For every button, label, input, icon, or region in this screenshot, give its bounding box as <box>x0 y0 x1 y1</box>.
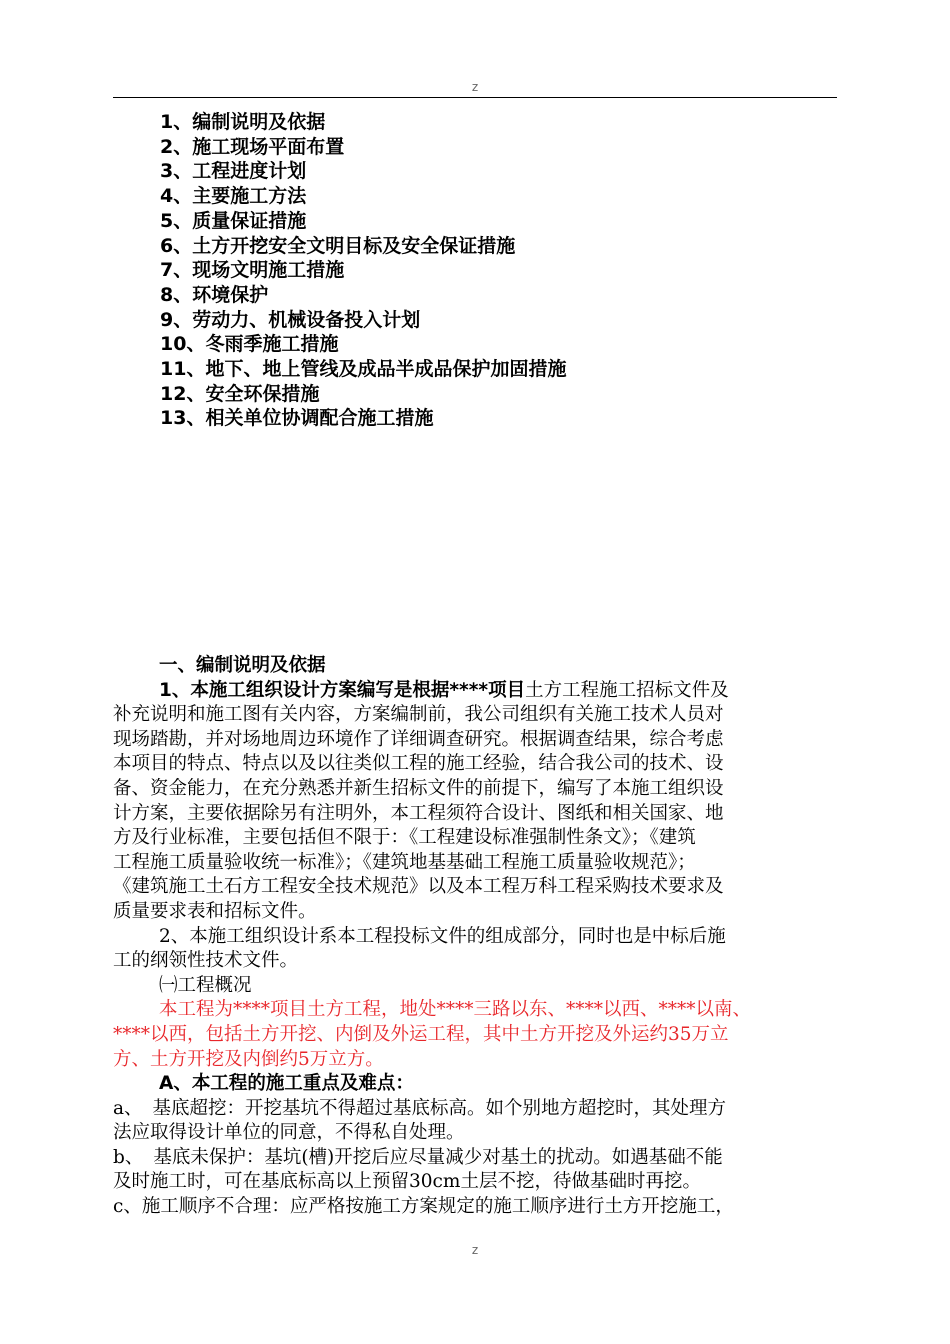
toc-item: 5、质量保证措施 <box>160 209 307 232</box>
overview-line: 本工程为****项目土方工程，地处****三路以东、****以西、****以南、 <box>159 999 752 1021</box>
toc-item: 10、冬雨季施工措施 <box>160 333 339 356</box>
paragraph-line: 计方案，主要依据除另有注明外，本工程须符合设计、图纸和相关国家、地 <box>113 802 724 824</box>
page-footer-mark: z <box>471 1243 479 1257</box>
section-heading: 一、编制说明及依据 <box>159 655 326 676</box>
paragraph-line: 质量要求表和招标文件。 <box>113 900 317 922</box>
toc-item: 12、安全环保措施 <box>160 382 320 405</box>
paragraph-line: 工程施工质量验收统一标准》；《建筑地基基础工程施工质量验收规范》； <box>113 851 696 873</box>
paragraph-line: 本项目的特点、特点以及以往类似工程的施工经验，结合我公司的技术、设 <box>113 753 724 775</box>
toc-item: 11、地下、地上管线及成品半成品保护加固措施 <box>160 358 567 381</box>
toc-item: 4、主要施工方法 <box>160 185 307 208</box>
page-header-mark: z <box>471 80 479 94</box>
section-body <box>113 654 839 1220</box>
table-of-contents <box>160 110 566 431</box>
paragraph-line: 方及行业标准，主要包括但不限于：《工程建设标准强制性条文》；《建筑 <box>113 827 696 849</box>
paragraph-line: 2、本施工组织设计系本工程投标文件的组成部分，同时也是中标后施 <box>159 925 726 947</box>
list-marker: c、 <box>113 1196 142 1218</box>
toc-item: 7、现场文明施工措施 <box>160 259 345 282</box>
list-marker: b、 <box>113 1146 144 1168</box>
header-rule <box>113 97 837 98</box>
paragraph-line: 《建筑施工土石方工程安全技术规范》以及本工程万科工程采购技术要求及 <box>113 876 724 898</box>
paragraph-line: 现场踏勘，并对场地周边环境作了详细调查研究。根据调查结果，综合考虑 <box>113 728 724 750</box>
list-item: b、 基底未保护：基坑(槽)开挖后应尽量减少对基土的扰动。如遇基础不能 <box>113 1146 723 1168</box>
toc-item: 13、相关单位协调配合施工措施 <box>160 407 434 430</box>
overview-line: 方、土方开挖及内倒约5万立方。 <box>113 1048 384 1070</box>
list-item-continued: 及时施工时，可在基底标高以上预留30cm土层不挖，待做基础时再挖。 <box>113 1171 701 1193</box>
paragraph-lead: 1、本施工组织设计方案编写是根据****项目 <box>159 679 526 701</box>
paragraph-line: 备、资金能力，在充分熟悉并新生招标文件的前提下，编写了本施工组织设 <box>113 777 724 799</box>
paragraph-line: 补充说明和施工图有关内容，方案编制前，我公司组织有关施工技术人员对 <box>113 704 724 726</box>
overview-line: ****以西，包括土方开挖、内倒及外运工程，其中土方开挖及外运约35万立 <box>113 1023 729 1045</box>
difficulty-heading: A、本工程的施工重点及难点： <box>159 1073 414 1095</box>
paragraph-line <box>113 679 839 704</box>
toc-item: 3、工程进度计划 <box>160 160 307 183</box>
toc-item: 8、环境保护 <box>160 283 269 306</box>
toc-item: 6、土方开挖安全文明目标及安全保证措施 <box>160 234 516 257</box>
subsection-heading: ㈠工程概况 <box>159 974 252 996</box>
paragraph-line: 工的纲领性技术文件。 <box>113 950 299 972</box>
toc-item: 1、编制说明及依据 <box>160 111 326 133</box>
toc-item: 2、施工现场平面布置 <box>160 135 345 158</box>
list-item: a、 基底超挖：开挖基坑不得超过基底标高。如个别地方超挖时，其处理方 <box>113 1097 727 1119</box>
list-marker: a、 <box>113 1097 143 1119</box>
list-item: c、施工顺序不合理：应严格按施工方案规定的施工顺序进行土方开挖施工， <box>113 1196 734 1218</box>
paragraph-lead-rest: 土方工程施工招标文件及 <box>525 679 729 701</box>
toc-item: 9、劳动力、机械设备投入计划 <box>160 308 421 331</box>
list-item-continued: 法应取得设计单位的同意，不得私自处理。 <box>113 1122 465 1144</box>
